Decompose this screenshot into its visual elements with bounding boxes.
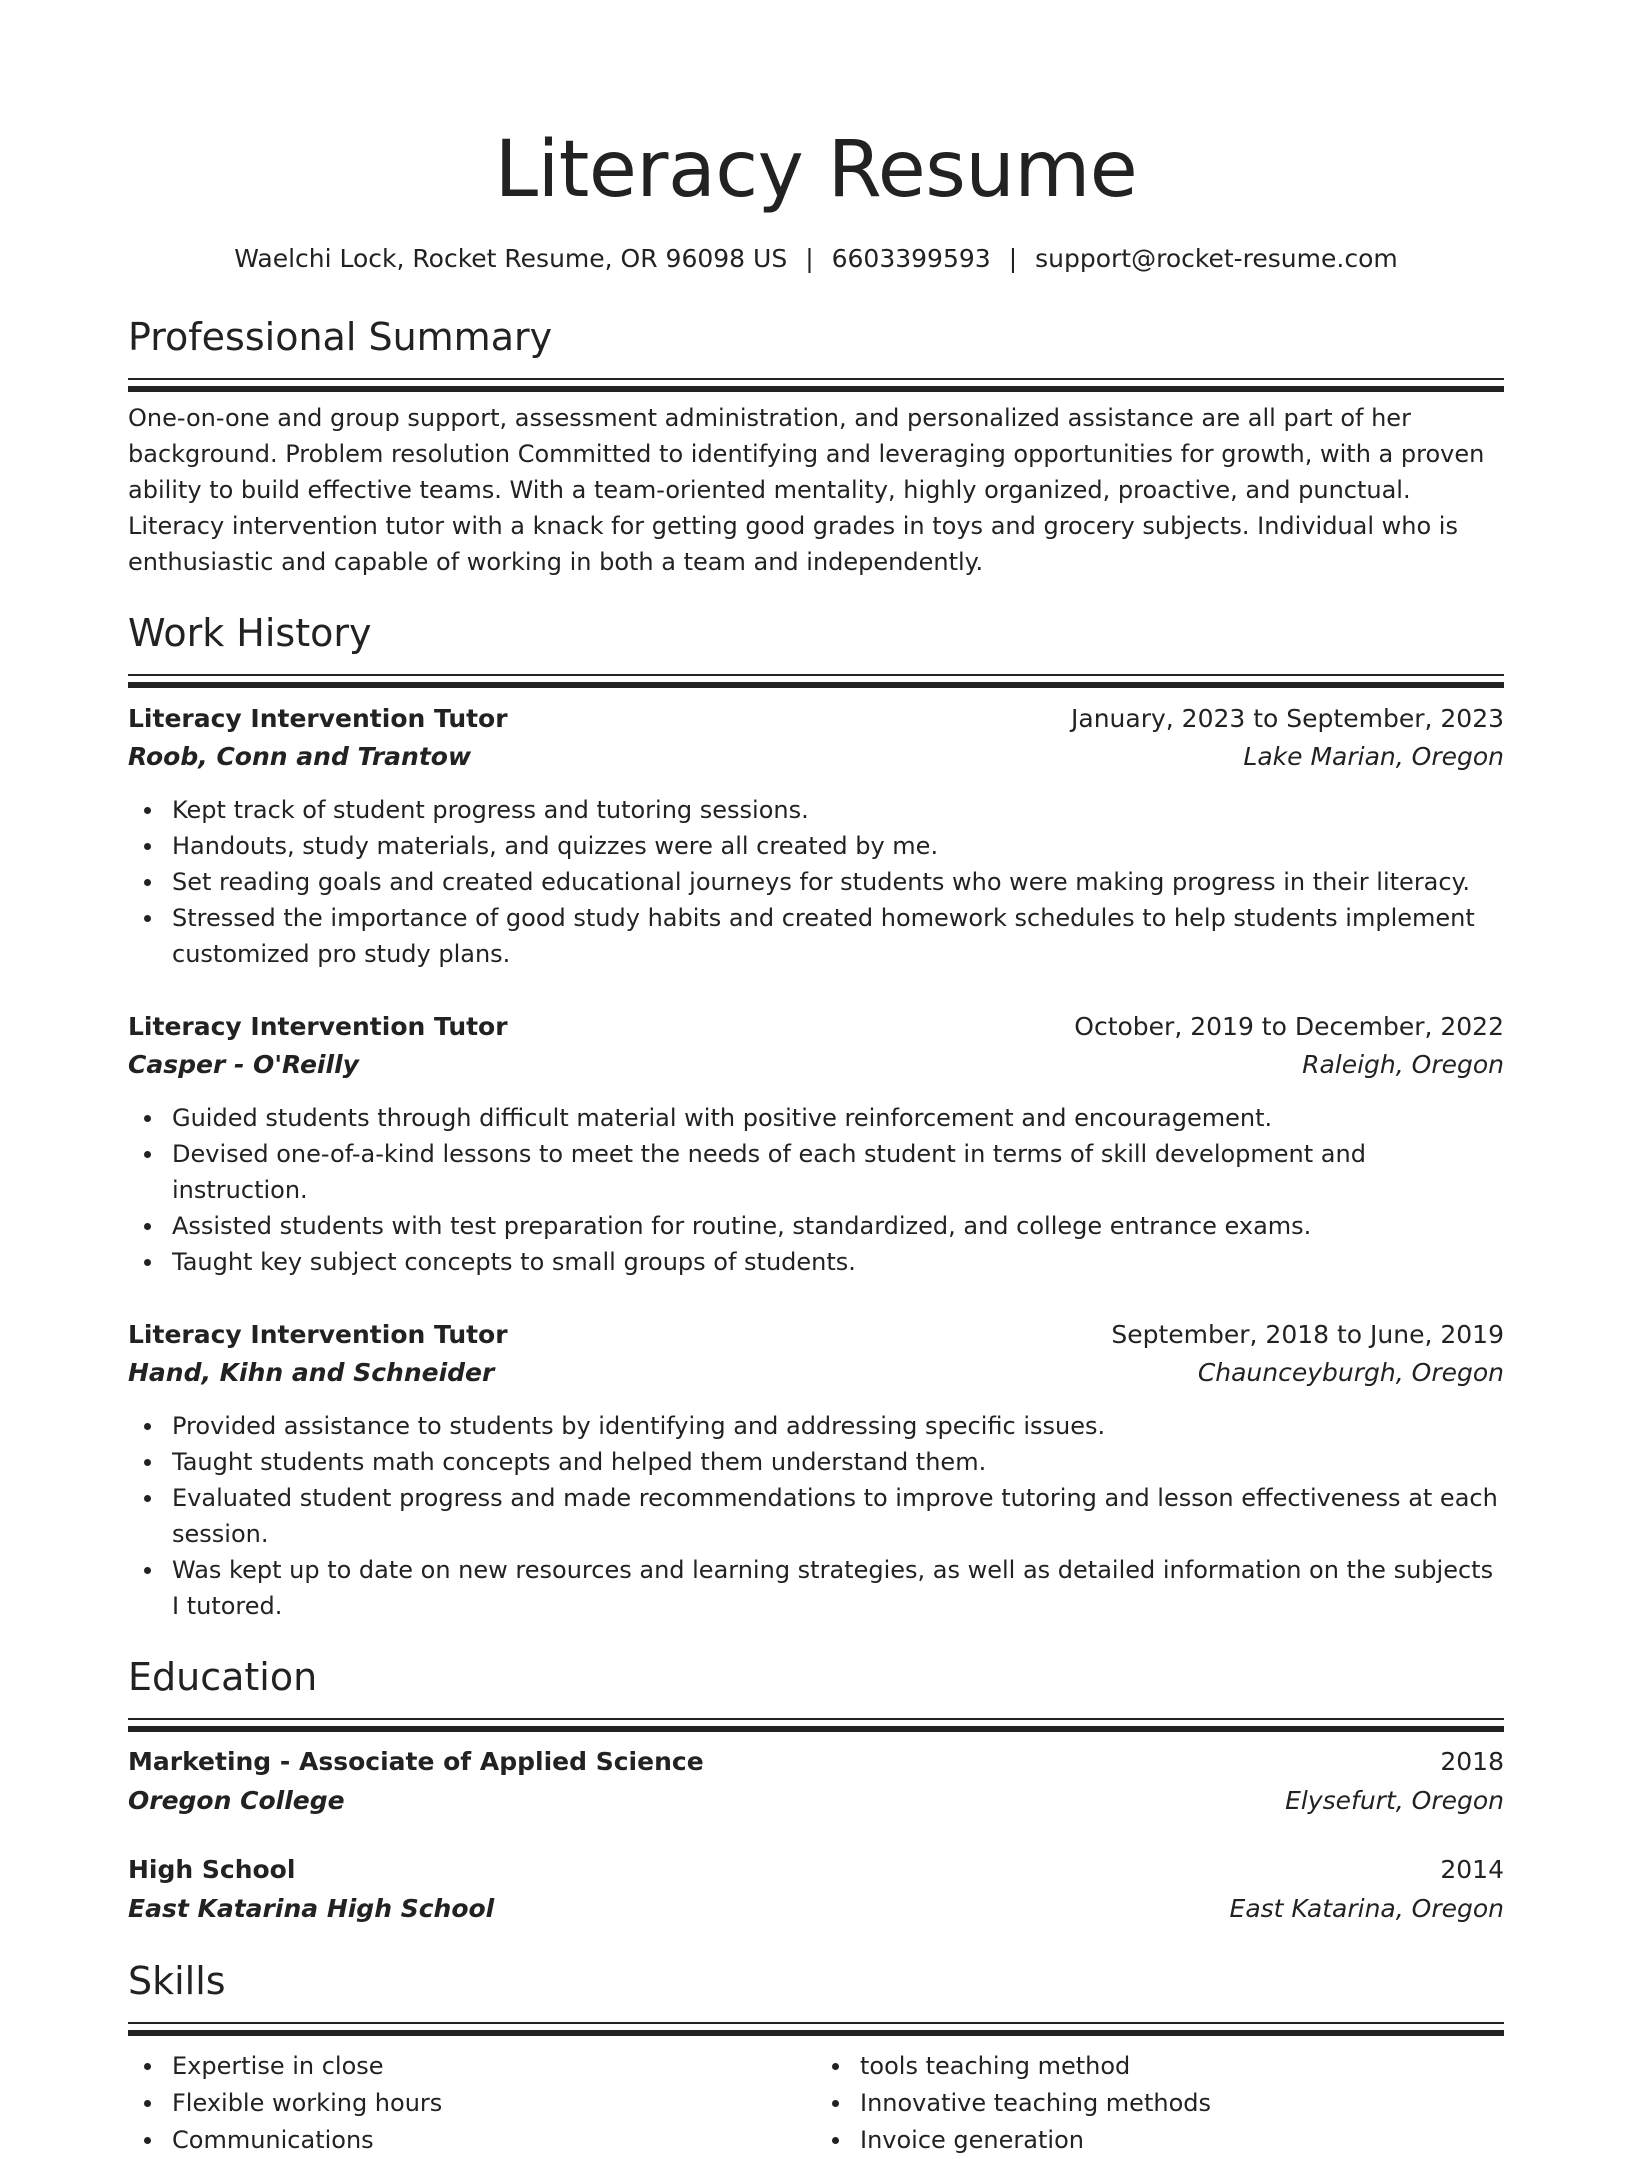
- work-section-header: [128, 608, 1504, 684]
- skills-column-left: [128, 2048, 816, 2159]
- list-item: Taught students math concepts and helped them understand them.: [128, 1444, 1504, 1480]
- list-item: Stressed the importance of good study habits and created homework schedules to help students implement customized pro study plans.: [128, 900, 1504, 972]
- skill-item: Communications: [128, 2122, 816, 2159]
- separator: |: [1008, 244, 1018, 273]
- degree: Marketing - Associate of Applied Science: [128, 1747, 704, 1776]
- job-bullets: [128, 1408, 1504, 1624]
- skills-section-header: [128, 1956, 1504, 2032]
- list-item: Set reading goals and created educational journeys for students who were making progress in their literacy.: [128, 864, 1504, 900]
- skills-column-right: [816, 2048, 1504, 2159]
- degree: High School: [128, 1855, 296, 1884]
- section-title: Education: [128, 1655, 318, 1699]
- skill-item: Expertise in close: [128, 2048, 816, 2085]
- list-item: Kept track of student progress and tutoring sessions.: [128, 792, 1504, 828]
- skill-item: Flexible working hours: [128, 2085, 816, 2122]
- email: support@rocket-resume.com: [1035, 244, 1398, 273]
- job-title: Literacy Intervention Tutor: [128, 704, 508, 733]
- list-item: Handouts, study materials, and quizzes were all created by me.: [128, 828, 1504, 864]
- summary-section-header: [128, 312, 1504, 388]
- section-divider: [128, 1718, 1504, 1728]
- section-title: Professional Summary: [128, 315, 553, 359]
- skill-item: Innovative teaching methods: [816, 2085, 1504, 2122]
- summary-text: One-on-one and group support, assessment administration, and personalized assistance are all part of her background. Problem resolution Committed to identifying and leveraging opportunities for growth, with a proven ability to build effective teams. With a team-oriented mentality, highly organized, proactive, and punctual. Literacy intervention tutor with a knack for getting good grades in toys and grocery subjects. Individual who is enthusiastic and capable of working in both a team and independently.: [128, 404, 1485, 576]
- school-name: East Katarina High School: [128, 1894, 495, 1923]
- list-item: Guided students through difficult material with positive reinforcement and encouragement.: [128, 1100, 1504, 1136]
- separator: |: [805, 244, 814, 273]
- skill-item: tools teaching method: [816, 2048, 1504, 2085]
- skills-list: [128, 2048, 1504, 2159]
- section-title: Skills: [128, 1959, 226, 2003]
- education-section-header: [128, 1652, 1504, 1728]
- job-entry: [128, 1008, 1504, 1280]
- section-divider: [128, 378, 1504, 388]
- list-item: Evaluated student progress and made recommendations to improve tutoring and lesson effectiveness at each session.: [128, 1480, 1504, 1552]
- list-item: Taught key subject concepts to small groups of students.: [128, 1244, 1504, 1280]
- phone: 6603399593: [831, 244, 991, 273]
- company-name: Roob, Conn and Trantow: [128, 742, 472, 771]
- resume-title: Literacy Resume: [494, 125, 1138, 215]
- skill-item: Invoice generation: [816, 2122, 1504, 2159]
- company-name: Casper - O'Reilly: [128, 1050, 359, 1079]
- job-entry: [128, 1316, 1504, 1624]
- education-entry: [128, 1850, 1504, 1928]
- job-dates: January, 2023 to September, 2023: [1071, 704, 1504, 733]
- school-location: Elysefurt, Oregon: [1285, 1786, 1504, 1815]
- job-bullets: [128, 792, 1504, 972]
- list-item: Provided assistance to students by identifying and addressing specific issues.: [128, 1408, 1504, 1444]
- school-location: East Katarina, Oregon: [1229, 1894, 1504, 1923]
- list-item: Was kept up to date on new resources and learning strategies, as well as detailed information on the subjects I tutored.: [128, 1552, 1504, 1624]
- company-name: Hand, Kihn and Schneider: [128, 1358, 495, 1387]
- graduation-year: 2018: [1440, 1747, 1504, 1776]
- section-title: Work History: [128, 611, 372, 655]
- job-location: Lake Marian, Oregon: [1243, 742, 1504, 771]
- job-location: Chaunceyburgh, Oregon: [1197, 1358, 1504, 1387]
- section-divider: [128, 2022, 1504, 2032]
- job-dates: September, 2018 to June, 2019: [1111, 1320, 1504, 1349]
- job-dates: October, 2019 to December, 2022: [1074, 1012, 1504, 1041]
- address: Waelchi Lock, Rocket Resume, OR 96098 US: [234, 244, 788, 273]
- job-title: Literacy Intervention Tutor: [128, 1012, 508, 1041]
- job-entry: [128, 700, 1504, 972]
- school-name: Oregon College: [128, 1786, 345, 1815]
- list-item: Devised one-of-a-kind lessons to meet the needs of each student in terms of skill development and instruction.: [128, 1136, 1504, 1208]
- list-item: Assisted students with test preparation for routine, standardized, and college entrance exams.: [128, 1208, 1504, 1244]
- job-location: Raleigh, Oregon: [1302, 1050, 1504, 1079]
- contact-line: [128, 242, 1504, 276]
- graduation-year: 2014: [1440, 1855, 1504, 1884]
- section-divider: [128, 674, 1504, 684]
- education-entry: [128, 1742, 1504, 1820]
- job-title: Literacy Intervention Tutor: [128, 1320, 508, 1349]
- job-bullets: [128, 1100, 1504, 1280]
